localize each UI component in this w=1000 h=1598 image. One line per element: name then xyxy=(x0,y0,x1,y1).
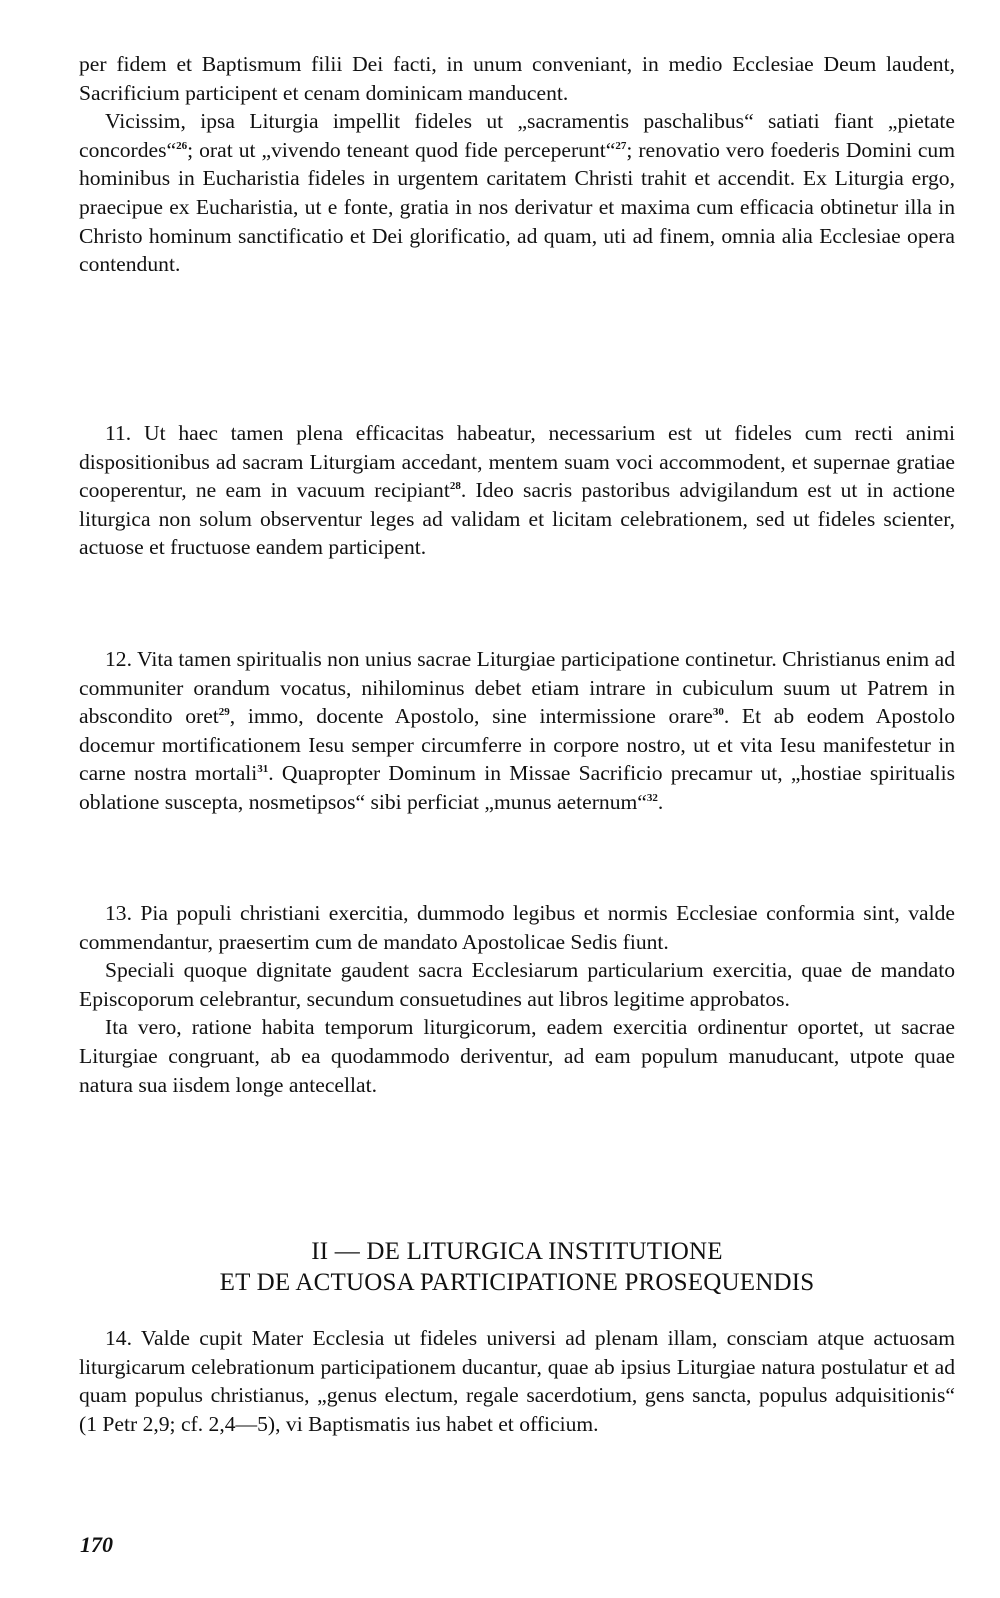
paragraph-13-3: Ita vero, ratione habita temporum liturgicorum, eadem exercitia ordinentur oportet, ut sacrae Liturgiae congruant, ab ea quodammodo deriventur, ad eam populum manuducant, utpote quae natura sua iisdem longe antecellat. xyxy=(79,1015,955,1097)
paragraph-14: 14. Valde cupit Mater Ecclesia ut fideles universi ad plenam illam, consciam atque actuosam liturgicarum celebrationum participationem ducantur, quae ab ipsius Liturgiae natura postulatur et ad quam populus christianus, „genus electum, regale sacerdotium, gens sancta, populus adquisitionis“ (1 Petr 2,9; cf. 2,4—5), vi Baptismatis ius habet et officium. xyxy=(79,1326,955,1436)
heading-line-2: ET DE ACTUOSA PARTICIPATIONE PROSEQUENDIS xyxy=(219,1269,815,1296)
section-14 xyxy=(79,1324,955,1438)
paragraph-13-2: Speciali quoque dignitate gaudent sacra Ecclesiarum particularium exercitia, quae de mandato Episcoporum celebrantur, secundum consuetudines aut libros legitime approbatos. xyxy=(79,958,955,1011)
footnote-ref-30: 30 xyxy=(712,706,724,719)
continuation-section xyxy=(79,50,955,279)
paragraph-13-1: 13. Pia populi christiani exercitia, dummodo legibus et normis Ecclesiae conformia sint, valde commendantur, praesertim cum de mandato Apostolicae Sedis fiunt. xyxy=(79,901,955,954)
heading-line-1: II — DE LITURGICA INSTITUTIONE xyxy=(311,1238,723,1265)
footnote-ref-29: 29 xyxy=(218,706,230,719)
footnote-ref-28: 28 xyxy=(449,480,461,493)
section-13 xyxy=(79,899,955,1099)
footnote-ref-27: 27 xyxy=(615,139,627,152)
paragraph-vicissim: Vicissim, ipsa Liturgia impellit fideles ut „sacramentis paschalibus“ satiati fiant „pietate concordes“$^{26}$; orat ut „vivendo teneant quod fide perceperunt“$^{27}$; renovatio vero foederis Domini cum hominibus in Eucharistia fideles in urgentem caritatem Christi trahit et accendit. Ex Liturgia ergo, praecipue ex Eucharistia, ut e fonte, gratia in nos derivatur et maxima cum efficacia obtinetur illa in Christo hominum sanctificatio et Dei glorificatio, ad quam, uti ad finem, omnia alia Ecclesiae opera contendunt. xyxy=(79,109,956,277)
footnote-ref-32: 32 xyxy=(646,791,658,804)
paragraph-11: 11. Ut haec tamen plena efficacitas habeatur, necessarium est ut fideles cum recti animi dispositionibus ad sacram Liturgiam accedant, mentem suam voci accommodent, et supernae gratiae cooperentur, ne eam in vacuum recipiant$^{28}$. Ideo sacris pastoribus advigilandum est ut in actione liturgica non solum observentur leges ad validam et licitam celebrationem, sed ut fideles scienter, actuose et fructuose eandem participent. xyxy=(79,421,956,560)
section-12 xyxy=(79,645,955,817)
page-number: 170 xyxy=(80,1532,113,1557)
footnote-ref-26: 26 xyxy=(176,139,188,152)
footnote-ref-31: 31 xyxy=(257,763,269,776)
chapter-heading xyxy=(79,1236,955,1298)
paragraph-continuation: per fidem et Baptismum filii Dei facti, in unum conveniant, in medio Ecclesiae Deum laudent, Sacrificium participent et cenam dominicam manducent. xyxy=(79,52,955,105)
paragraph-12: 12. Vita tamen spiritualis non unius sacrae Liturgiae participatione continetur. Christianus enim ad communiter orandum vocatus, nihilominus debet etiam intrare in cubiculum suum ut Patrem in abscondito oret$^{29}$, immo, docente Apostolo, sine intermissione orare$^{30}$. Et ab eodem Apostolo docemur mortificationem Iesu semper circumferre in corpore nostro, ut et vita Iesu manifestetur in carne nostra mortali$^{31}$. Quapropter Dominum in Missae Sacrificio precamur ut, „hostiae spiritualis oblatione suscepta, nosmetipsos“ sibi perficiat „munus aeternum“$^{32}$. xyxy=(79,647,955,814)
section-11 xyxy=(79,419,955,562)
